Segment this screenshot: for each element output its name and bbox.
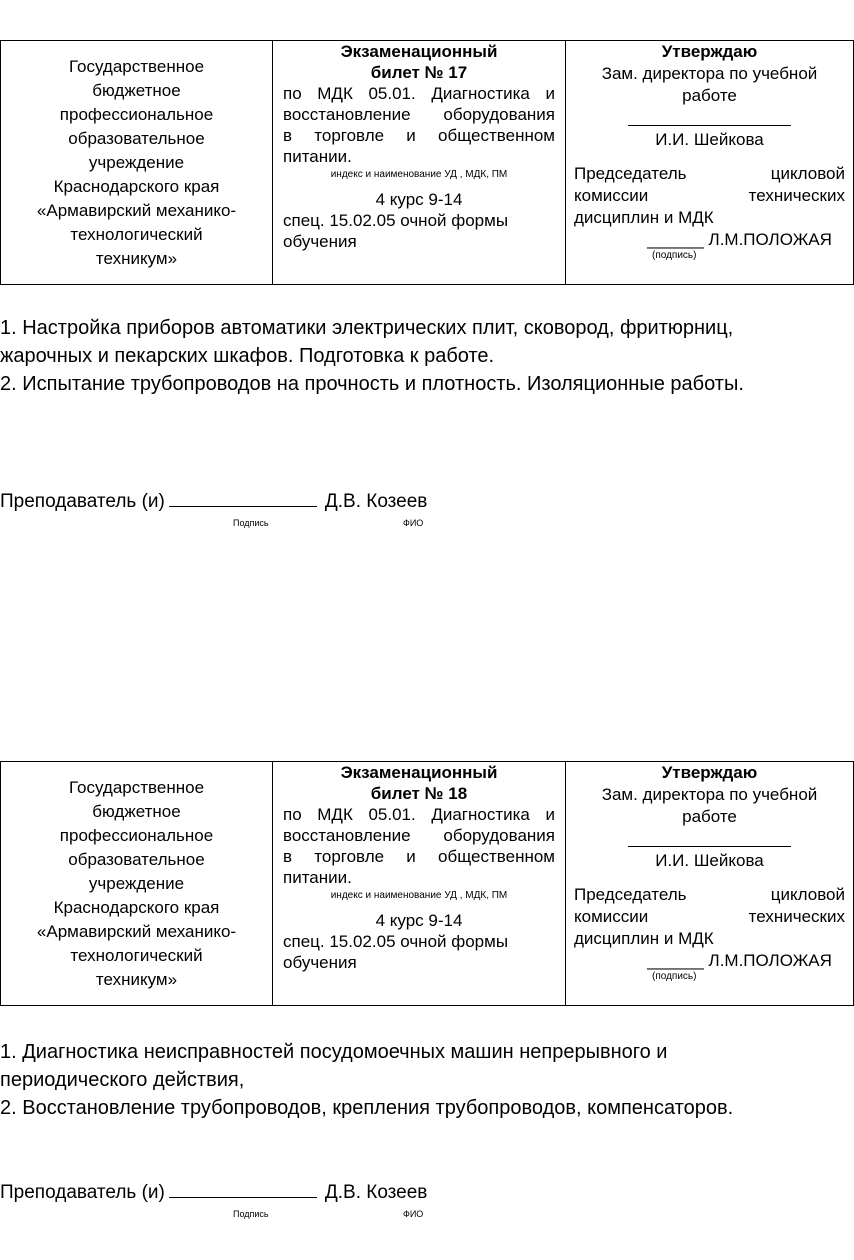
org-line: профессиональное [59,105,214,124]
ticket-title-cell [273,762,566,1006]
approve-heading: Утверждаю [661,42,758,61]
course-text: 4 курс 9-14 [375,911,463,930]
signature-caption: (подпись) [652,250,697,261]
ticket-title-cell [273,41,566,285]
org-line: учреждение [88,874,185,893]
index-label: индекс и наименование УД , МДК, ПМ [330,890,508,901]
org-line: «Армавирский механико- [36,922,237,941]
chair-name: ______ Л.М.ПОЛОЖАЯ [647,230,832,249]
fio-caption: ФИО [403,1209,424,1219]
subject-line: восстановление оборудования [283,105,555,124]
org-line: технологический [70,225,203,244]
subject-line: по МДК 05.01. Диагностика и [283,805,555,824]
chair-title: дисциплин и МДК [574,929,714,948]
org-line: учреждение [88,153,185,172]
org-line: образовательное [68,850,205,869]
deputy-name: И.И. Шейкова [655,130,764,149]
teacher-name: Д.В. Козеев [324,1182,428,1203]
ticket-title: Экзаменационный [340,763,498,782]
teacher-signature-row [0,488,427,514]
question-item: 1. Настройка приборов автоматики электрических плит, сковород, фритюрниц, жарочных и пекарских шкафов. Подготовка к работе. [0,317,734,367]
subject-line: питании. [283,868,352,887]
chair-title: дисциплин и МДК [574,208,714,227]
signature-caption: Подпись [233,518,269,528]
org-line: техникум» [95,970,178,989]
spec-text: спец. 15.02.05 очной формы [283,932,509,951]
questions-list [0,1038,816,1122]
subject-line: питании. [283,147,352,166]
signature-caption: (подпись) [652,971,697,982]
deputy-title: работе [682,807,737,826]
question-item: 2. Восстановление трубопроводов, крепления трубопроводов, компенсаторов. [0,1097,734,1119]
subject-line: по МДК 05.01. Диагностика и [283,84,555,103]
deputy-title: Зам. директора по учебной [601,64,818,83]
question-item: 2. Испытание трубопроводов на прочность и плотность. Изоляционные работы. [0,373,744,395]
spec-text: обучения [283,232,357,251]
ticket-number: билет № 17 [370,63,468,82]
deputy-title: работе [682,86,737,105]
question-item: 1. Диагностика неисправностей посудомоечных машин непрерывного и периодического действия, [0,1041,668,1091]
org-line: «Армавирский механико- [36,201,237,220]
spec-text: спец. 15.02.05 очной формы [283,211,509,230]
approve-heading: Утверждаю [661,763,758,782]
ticket-number: билет № 18 [370,784,468,803]
signature-blank [169,1179,317,1198]
subject-line: в торговле и общественном [283,126,555,145]
org-line: технологический [70,946,203,965]
org-line: Краснодарского края [53,177,220,196]
approval-cell [566,762,854,1006]
deputy-name: И.И. Шейкова [655,851,764,870]
org-line: бюджетное [92,802,181,821]
index-label: индекс и наименование УД , МДК, ПМ [330,169,508,180]
chair-title: комиссии технических [574,907,845,926]
org-line: профессиональное [59,826,214,845]
org-line: бюджетное [92,81,181,100]
signature-line [574,107,845,129]
course-text: 4 курс 9-14 [375,190,463,209]
signature-caption: Подпись [233,1209,269,1219]
ticket-title: Экзаменационный [340,42,498,61]
questions-list [0,314,816,398]
spec-text: обучения [283,953,357,972]
organization-cell [1,41,273,285]
org-line: Государственное [68,778,205,797]
teacher-label: Преподаватель (и) [0,491,165,512]
ticket-header-table [0,40,854,285]
fio-caption: ФИО [403,518,424,528]
approval-cell [566,41,854,285]
subject-line: в торговле и общественном [283,847,555,866]
signature-line [574,828,845,850]
org-line: образовательное [68,129,205,148]
chair-title: Председатель цикловой [574,885,845,904]
chair-title: комиссии технических [574,186,845,205]
org-line: Краснодарского края [53,898,220,917]
chair-name: ______ Л.М.ПОЛОЖАЯ [647,951,832,970]
signature-blank [169,488,317,507]
teacher-label: Преподаватель (и) [0,1182,165,1203]
organization-cell [1,762,273,1006]
deputy-title: Зам. директора по учебной [601,785,818,804]
teacher-signature-row [0,1179,427,1205]
org-line: Государственное [68,57,205,76]
teacher-name: Д.В. Козеев [324,491,428,512]
ticket-header-table [0,761,854,1006]
subject-line: восстановление оборудования [283,826,555,845]
chair-title: Председатель цикловой [574,164,845,183]
org-line: техникум» [95,249,178,268]
